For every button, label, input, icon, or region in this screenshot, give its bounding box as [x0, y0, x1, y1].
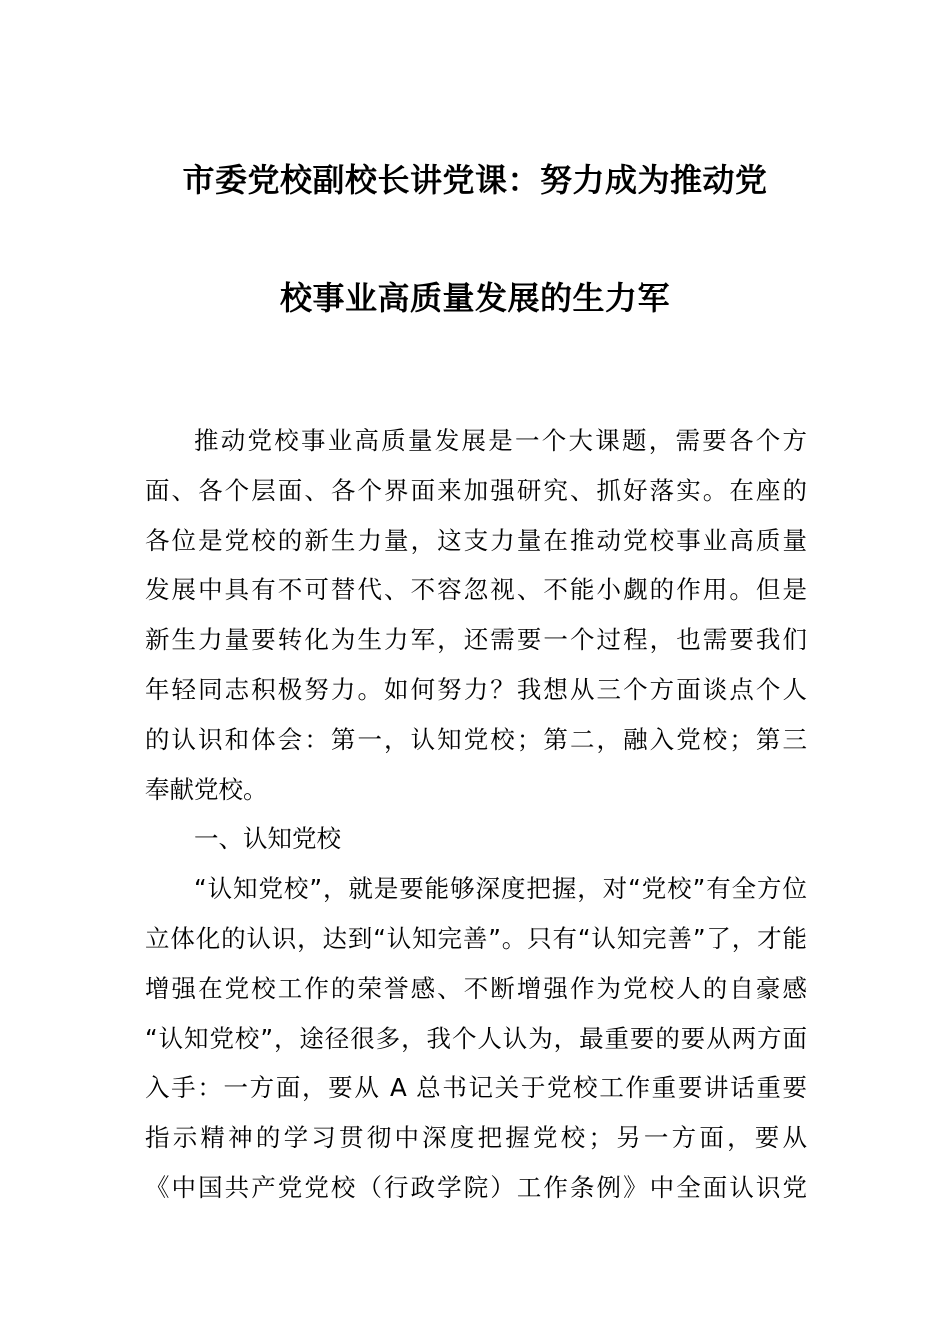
- paragraph-line: 立体化的认识，达到“认知完善”。只有“认知完善”了，才能: [145, 923, 807, 953]
- paragraph-line: 面、各个层面、各个界面来加强研究、抓好落实。在座的: [145, 475, 807, 505]
- paragraph-line: “认知党校”，途径很多，我个人认为，最重要的要从两方面: [145, 1023, 807, 1053]
- section-heading: 一、认知党校: [194, 824, 341, 854]
- paragraph-line: 年轻同志积极努力。如何努力？我想从三个方面谈点个人: [145, 674, 807, 704]
- paragraph-line: 《中国共产党党校（行政学院）工作条例》中全面认识党: [145, 1172, 807, 1202]
- body-text: [145, 416, 807, 1213]
- paragraph-line: 入手：一方面，要从 A 总书记关于党校工作重要讲话重要: [145, 1073, 807, 1103]
- paragraph-line: “认知党校”，就是要能够深度把握，对“党校”有全方位: [194, 874, 807, 904]
- paragraph-line: 的认识和体会：第一，认知党校；第二，融入党校；第三: [145, 724, 807, 754]
- paragraph-line: 推动党校事业高质量发展是一个大课题，需要各个方: [194, 426, 807, 455]
- paragraph-line: 奉献党校。: [145, 774, 268, 804]
- paragraph-line: 指示精神的学习贯彻中深度把握党校；另一方面，要从: [145, 1123, 807, 1153]
- paragraph-line: 发展中具有不可替代、不容忽视、不能小觑的作用。但是: [145, 575, 807, 605]
- title-line-1: 市委党校副校长讲党课：努力成为推动党: [182, 161, 768, 199]
- paragraph-line: 增强在党校工作的荣誉感、不断增强作为党校人的自豪感: [145, 973, 807, 1003]
- title-line-2: 校事业高质量发展的生力军: [279, 279, 670, 317]
- paragraph-line: 各位是党校的新生力量，这支力量在推动党校事业高质量: [145, 525, 807, 555]
- paragraph-line: 新生力量要转化为生力军，还需要一个过程，也需要我们: [145, 625, 807, 655]
